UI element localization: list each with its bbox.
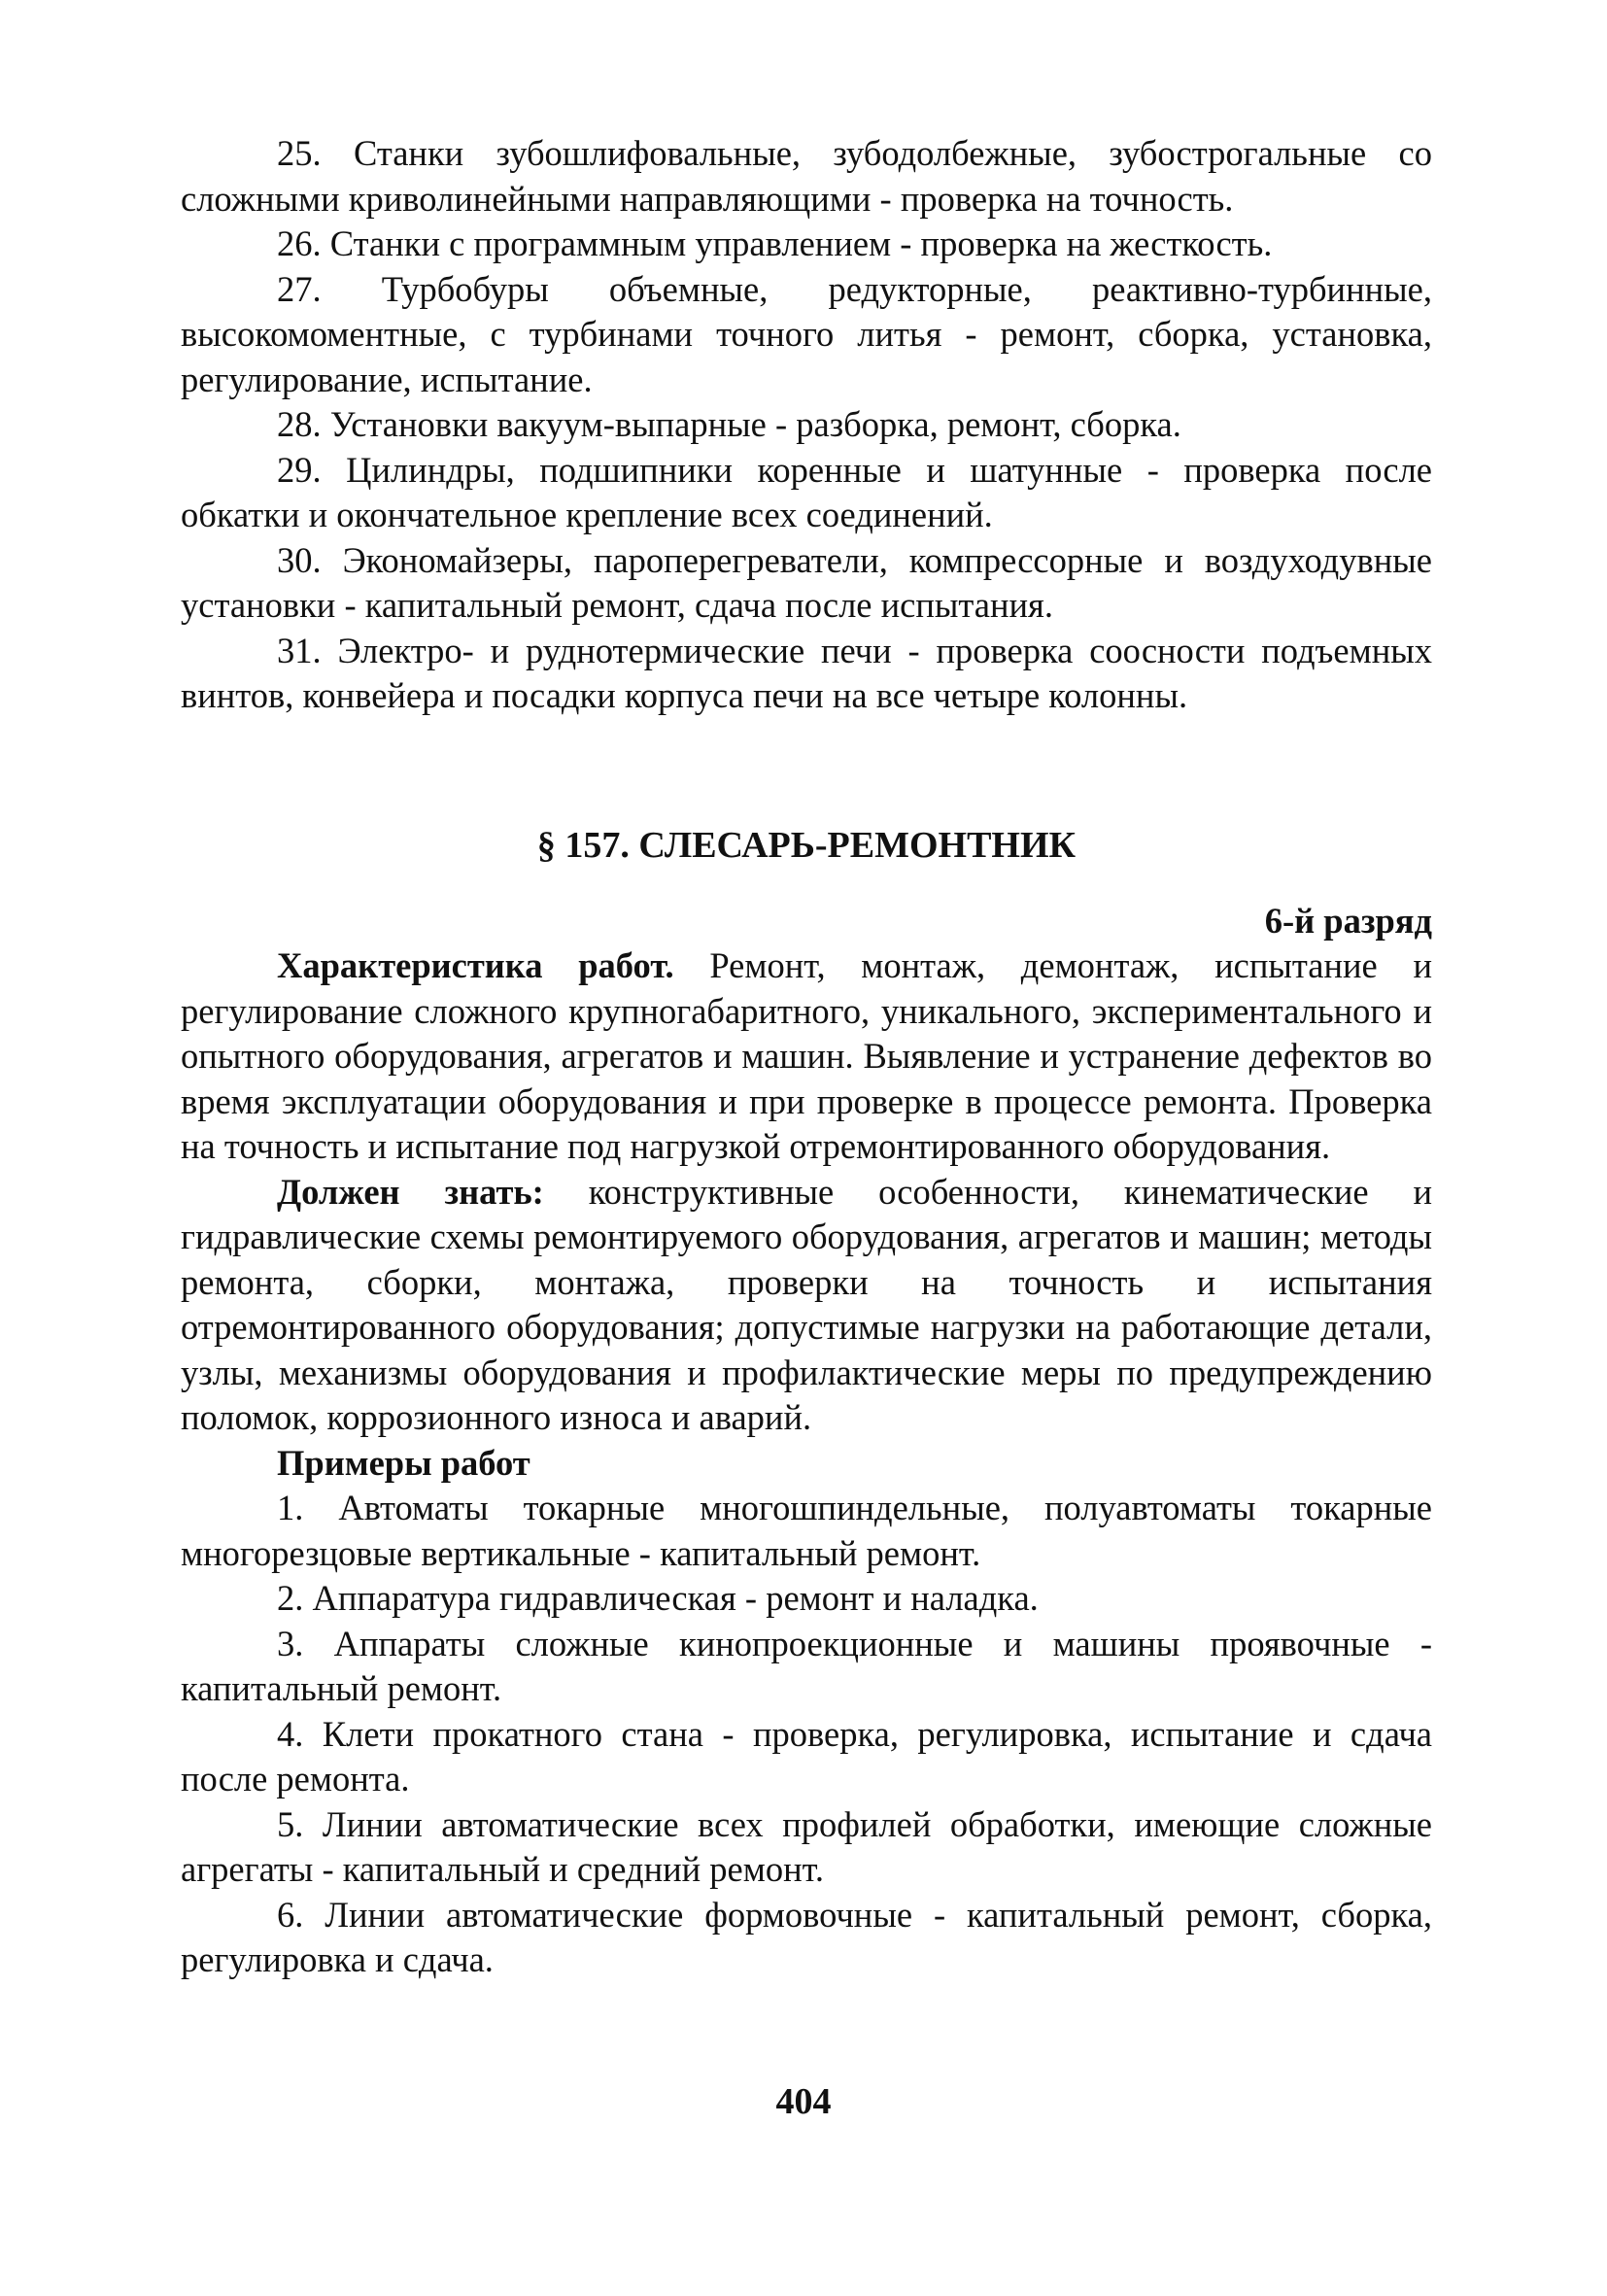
- list-item: 26. Станки с программным управлением - проверка на жесткость.: [277, 223, 1273, 263]
- example-item: 6. Линии автоматические формовочные - капитальный ремонт, сборка, регулировка и сдача.: [181, 1894, 1432, 1979]
- list-item: 25. Станки зубошлифовальные, зубодолбежные, зубострогальные со сложными криволинейными направляющими - проверка на точность.: [181, 133, 1432, 219]
- section-title: § 157. СЛЕСАРЬ-РЕМОНТНИК: [536, 824, 1077, 866]
- characteristics-label: Характеристика работ.: [277, 945, 674, 985]
- characteristics-text: Ремонт, монтаж, демонтаж, испытание и регулирование сложного крупногабаритного, уникального, экспериментального и опытного оборудования, агрегатов и машин. Выявление и устранение дефектов во время эксплуатации оборудования и при проверке в процессе ремонта. Проверка на точность и испытание под нагрузкой отремонтированного оборудования.: [181, 945, 1432, 1166]
- knowledge-text: конструктивные особенности, кинематические и гидравлические схемы ремонтируемого оборудования, агрегатов и машин; методы ремонта, сборки, монтажа, проверки на точность и испытания отремонтированного оборудования; допустимые нагрузки на работающие детали, узлы, механизмы оборудования и профилактические меры по предупреждению поломок, коррозионного износа и аварий.: [181, 1171, 1433, 1437]
- example-item: 5. Линии автоматические всех профилей обработки, имеющие сложные агрегаты - капитальный и средний ремонт.: [181, 1803, 1432, 1889]
- knowledge-label: Должен знать:: [277, 1171, 544, 1212]
- list-item: 27. Турбобуры объемные, редукторные, реактивно-турбинные, высокомоментные, с турбинами точного литья - ремонт, сборка, установка, регулирование, испытание.: [181, 268, 1432, 399]
- characteristics-paragraph: [181, 943, 1432, 1170]
- example-item: 3. Аппараты сложные кинопроекционные и машины проявочные - капитальный ремонт.: [181, 1623, 1432, 1708]
- page-number: 404: [775, 2081, 832, 2122]
- knowledge-paragraph: [181, 1170, 1432, 1441]
- example-item: 4. Клети прокатного стана - проверка, регулировка, испытание и сдача после ремонта.: [181, 1713, 1432, 1799]
- examples-heading: Примеры работ: [277, 1442, 530, 1483]
- list-item: 31. Электро- и руднотермические печи - проверка соосности подъемных винтов, конвейера и посадки корпуса печи на все четыре колонны.: [181, 630, 1432, 715]
- rank-label: 6-й разряд: [1264, 900, 1432, 941]
- page-content: [181, 131, 1432, 1983]
- list-item: 29. Цилиндры, подшипники коренные и шатунные - проверка после обкатки и окончательное крепление всех соединений.: [181, 449, 1432, 534]
- list-item: 28. Установки вакуум-выпарные - разборка, ремонт, сборка.: [277, 404, 1181, 444]
- example-item: 2. Аппаратура гидравлическая - ремонт и наладка.: [277, 1578, 1039, 1618]
- example-item: 1. Автоматы токарные многошпиндельные, полуавтоматы токарные многорезцовые вертикальные - капитальный ремонт.: [181, 1488, 1432, 1573]
- list-item: 30. Экономайзеры, пароперегреватели, компрессорные и воздуходувные установки - капитальный ремонт, сдача после испытания.: [181, 539, 1432, 625]
